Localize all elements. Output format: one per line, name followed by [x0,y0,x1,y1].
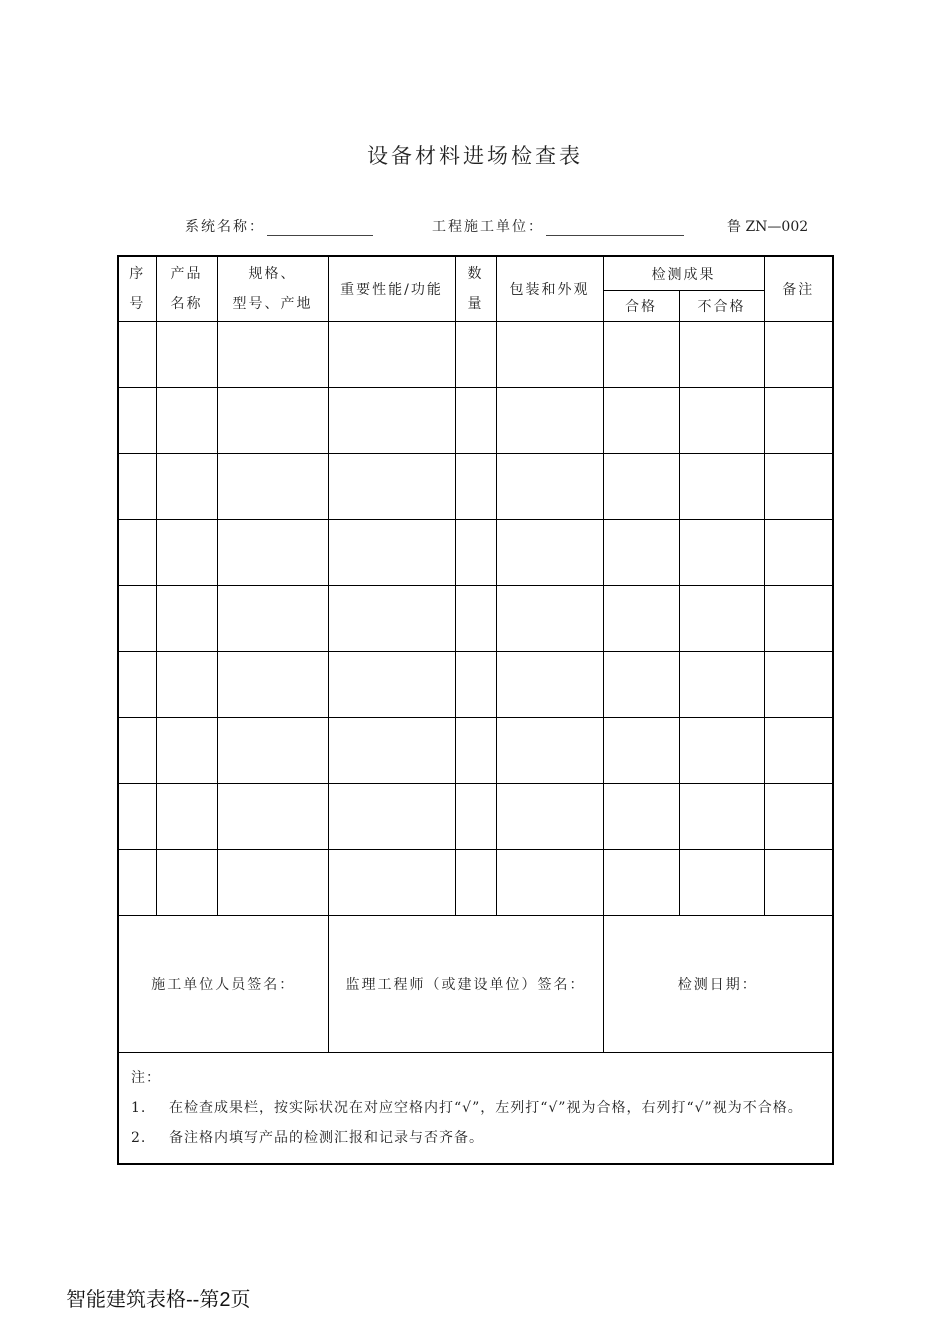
cell-packaging[interactable] [496,586,603,652]
table-row [118,454,833,520]
note-number: 2. [131,1130,147,1146]
header-qty [455,256,496,322]
header-product-line1: 产品 [170,266,203,282]
cell-performance[interactable] [328,520,455,586]
header-packaging: 包装和外观 [496,256,603,322]
cell-performance[interactable] [328,322,455,388]
cell-qty[interactable] [455,784,496,850]
table-row [118,652,833,718]
cell-product[interactable] [156,520,217,586]
note-item [131,1093,822,1123]
cell-performance[interactable] [328,784,455,850]
cell-seq[interactable] [118,850,156,916]
cell-remark[interactable] [764,652,833,718]
cell-qty[interactable] [455,586,496,652]
header-performance: 重要性能/功能 [328,256,455,322]
cell-packaging[interactable] [496,652,603,718]
cell-performance[interactable] [328,454,455,520]
notes-label: 注： [131,1070,161,1086]
cell-remark[interactable] [764,784,833,850]
system-name-blank[interactable] [267,219,373,236]
inspection-table [117,255,834,1165]
form-code: 鲁 ZN—002 [727,219,809,235]
signature-row [118,916,833,1053]
cell-seq[interactable] [118,652,156,718]
cell-spec[interactable] [217,520,328,586]
notes-row [118,1053,833,1165]
system-name-field [185,216,373,236]
cell-seq[interactable] [118,718,156,784]
header-pass: 合格 [603,291,679,322]
cell-remark[interactable] [764,586,833,652]
cell-fail[interactable] [679,520,764,586]
cell-qty[interactable] [455,520,496,586]
cell-fail[interactable] [679,586,764,652]
header-seq-line1: 序 [129,266,146,282]
cell-qty[interactable] [455,718,496,784]
table-row [118,388,833,454]
notes-cell [118,1053,833,1165]
contractor-field [432,216,684,236]
cell-pass[interactable] [603,520,679,586]
header-fail: 不合格 [679,291,764,322]
cell-packaging[interactable] [496,784,603,850]
cell-product[interactable] [156,652,217,718]
cell-fail[interactable] [679,388,764,454]
cell-fail[interactable] [679,718,764,784]
cell-spec[interactable] [217,784,328,850]
cell-seq[interactable] [118,388,156,454]
cell-qty[interactable] [455,322,496,388]
cell-seq[interactable] [118,520,156,586]
cell-spec[interactable] [217,454,328,520]
cell-pass[interactable] [603,454,679,520]
cell-spec[interactable] [217,322,328,388]
cell-seq[interactable] [118,784,156,850]
header-spec [217,256,328,322]
supervisor-signature-label: 监理工程师（或建设单位）签名： [345,977,586,993]
cell-pass[interactable] [603,322,679,388]
header-spec-line2: 型号、产地 [232,296,313,312]
inspection-date-cell[interactable] [603,916,833,1053]
cell-fail[interactable] [679,850,764,916]
cell-spec[interactable] [217,652,328,718]
table-row [118,850,833,916]
note-text: 备注格内填写产品的检测汇报和记录与否齐备。 [169,1130,484,1146]
cell-product[interactable] [156,388,217,454]
cell-pass[interactable] [603,718,679,784]
note-number: 1. [131,1100,147,1116]
cell-packaging[interactable] [496,520,603,586]
contractor-signature-label: 施工单位人员签名： [151,977,296,993]
note-item [131,1123,822,1153]
note-text: 在检查成果栏，按实际状况在对应空格内打“√”，左列打“√”视为合格，右列打“√”视为不合格。 [169,1100,803,1116]
header-product [156,256,217,322]
supervisor-signature-cell[interactable] [328,916,603,1053]
cell-remark[interactable] [764,718,833,784]
cell-packaging[interactable] [496,322,603,388]
cell-performance[interactable] [328,652,455,718]
table-row [118,718,833,784]
table-row [118,520,833,586]
header-result: 检测成果 [603,256,764,291]
inspection-date-label: 检测日期： [677,977,758,993]
table-row [118,784,833,850]
cell-fail[interactable] [679,652,764,718]
header-spec-line1: 规格、 [248,266,297,282]
table-row [118,322,833,388]
cell-qty[interactable] [455,454,496,520]
cell-pass[interactable] [603,784,679,850]
cell-remark[interactable] [764,850,833,916]
header-qty-line2: 量 [467,296,484,312]
contractor-blank[interactable] [546,219,684,236]
contractor-signature-cell[interactable] [118,916,328,1053]
cell-packaging[interactable] [496,850,603,916]
cell-fail[interactable] [679,454,764,520]
cell-packaging[interactable] [496,454,603,520]
cell-spec[interactable] [217,586,328,652]
table-row [118,586,833,652]
cell-remark[interactable] [764,388,833,454]
cell-pass[interactable] [603,850,679,916]
cell-qty[interactable] [455,388,496,454]
cell-product[interactable] [156,454,217,520]
cell-product[interactable] [156,850,217,916]
cell-spec[interactable] [217,850,328,916]
header-qty-line1: 数 [467,266,484,282]
cell-seq[interactable] [118,586,156,652]
cell-spec[interactable] [217,718,328,784]
cell-pass[interactable] [603,388,679,454]
cell-packaging[interactable] [496,388,603,454]
cell-product[interactable] [156,322,217,388]
cell-fail[interactable] [679,322,764,388]
cell-spec[interactable] [217,388,328,454]
header-seq [118,256,156,322]
cell-fail[interactable] [679,784,764,850]
cell-pass[interactable] [603,586,679,652]
cell-performance[interactable] [328,388,455,454]
cell-remark[interactable] [764,322,833,388]
cell-product[interactable] [156,718,217,784]
cell-performance[interactable] [328,718,455,784]
system-name-label: 系统名称： [185,219,265,235]
cell-qty[interactable] [455,850,496,916]
contractor-label: 工程施工单位： [432,219,544,235]
page-title: 设备材料进场检查表 [367,144,583,168]
cell-remark[interactable] [764,520,833,586]
cell-performance[interactable] [328,850,455,916]
page-footer: 智能建筑表格--第2页 [66,1289,251,1311]
cell-seq[interactable] [118,454,156,520]
cell-qty[interactable] [455,652,496,718]
header-product-line2: 名称 [170,296,203,312]
cell-seq[interactable] [118,322,156,388]
header-seq-line2: 号 [129,296,146,312]
cell-product[interactable] [156,784,217,850]
cell-remark[interactable] [764,454,833,520]
cell-pass[interactable] [603,652,679,718]
cell-performance[interactable] [328,586,455,652]
cell-packaging[interactable] [496,718,603,784]
cell-product[interactable] [156,586,217,652]
header-remark: 备注 [764,256,833,322]
